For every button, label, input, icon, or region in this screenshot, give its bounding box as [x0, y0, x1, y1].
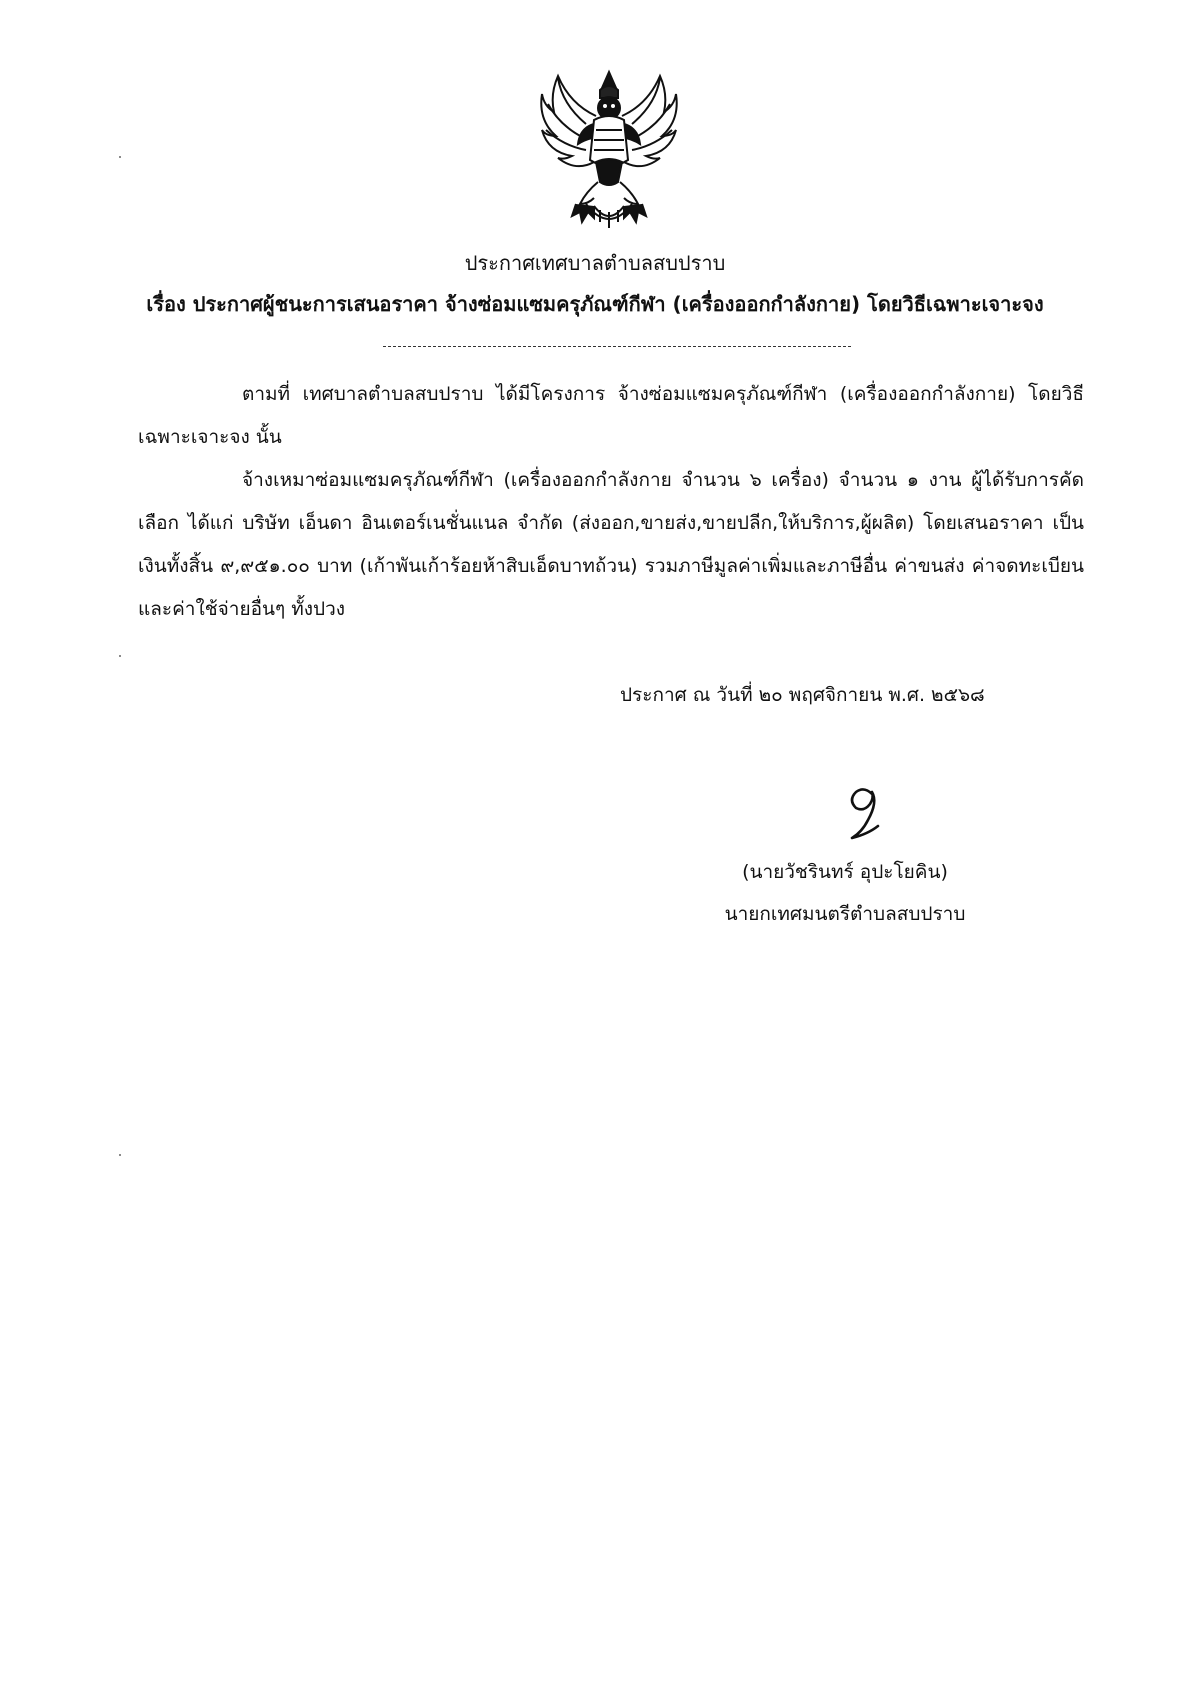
margin-mark [119, 1154, 121, 1156]
announcement-date: ประกาศ ณ วันที่ ๒๐ พฤศจิกายน พ.ศ. ๒๕๖๘ [620, 684, 985, 706]
garuda-emblem-icon [536, 64, 682, 234]
margin-mark [119, 156, 121, 158]
margin-mark [119, 655, 121, 657]
signature-icon [838, 780, 902, 844]
body-paragraph-2: จ้างเหมาซ่อมแซมครุภัณฑ์กีฬา (เครื่องออกกำลังกาย จำนวน ๖ เครื่อง) จำนวน ๑ งาน ผู้ได้รับการคัดเลือก ได้แก่ บริษัท เอ็นดา อินเตอร์เนชั่นแนล จำกัด (ส่งออก,ขายส่ง,ขายปลีก,ให้บริการ,ผู้ผลิต) โดยเสนอราคา เป็นเงินทั้งสิ้น ๙,๙๕๑.๐๐ บาท (เก้าพันเก้าร้อยห้าสิบเอ็ดบาทถ้วน) รวมภาษีมูลค่าเพิ่มและภาษีอื่น ค่าขนส่ง ค่าจดทะเบียน และค่าใช้จ่ายอื่นๆ ทั้งปวง [138, 469, 1084, 620]
announcement-title: ประกาศเทศบาลตำบลสบปราบ [464, 251, 726, 275]
signer-name: (นายวัชรินทร์ อุปะโยคิน) [742, 861, 948, 883]
divider-line [383, 346, 851, 347]
announcement-subject: เรื่อง ประกาศผู้ชนะการเสนอราคา จ้างซ่อมแซมครุภัณฑ์กีฬา (เครื่องออกกำลังกาย) โดยวิธีเฉพาะเจาะจง [146, 292, 1044, 316]
signer-position: นายกเทศมนตรีตำบลสบปราบ [724, 903, 966, 925]
body-paragraph-1: ตามที่ เทศบาลตำบลสบปราบ ได้มีโครงการ จ้างซ่อมแซมครุภัณฑ์กีฬา (เครื่องออกกำลังกาย) โดยวิธีเฉพาะเจาะจง นั้น [138, 383, 1084, 448]
